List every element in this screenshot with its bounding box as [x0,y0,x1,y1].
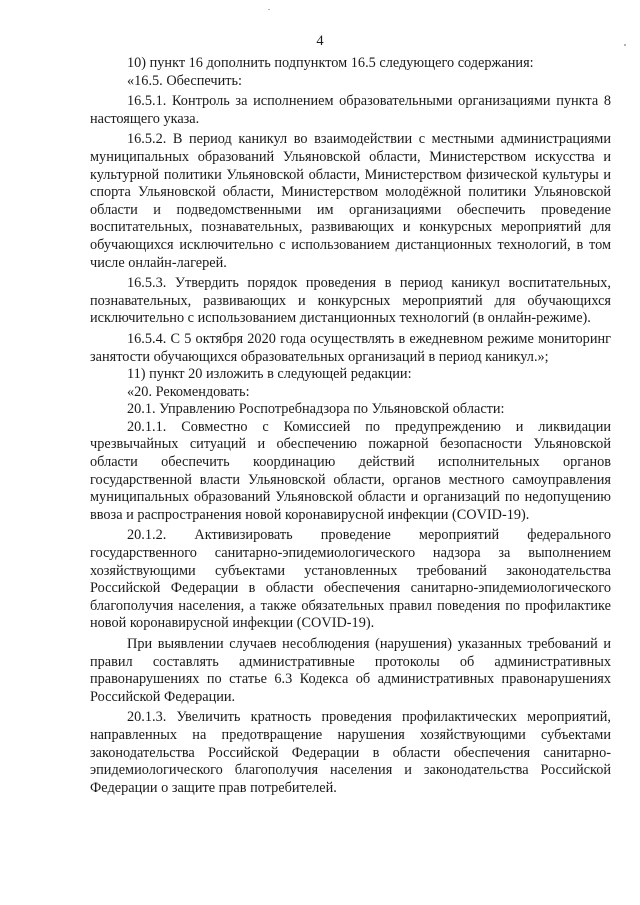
paragraph-16-5-3: 16.5.3. Утвердить порядок проведения в период каникул воспитательных, познавательных, развивающих и конкурсных мероприятий для обучающихся исключительно с использованием дистанционных технологий (в онлайн-режиме). [90,275,611,327]
paragraph-violations: При выявлении случаев несоблюдения (нарушения) указанных требований и правил составлять административные протоколы об административных правонарушениях по статье 6.3 Кодекса об административных правонарушениях Российской Федерации. [90,636,611,705]
paragraph-16-5-1: 16.5.1. Контроль за исполнением образовательными организациями пункта 8 настоящего указа. [90,93,611,127]
page-number: 4 [316,33,324,49]
scan-speck [268,9,270,10]
document-body [90,55,611,797]
paragraph-20-1-1: 20.1.1. Совместно с Комиссией по предупреждению и ликвидации чрезвычайных ситуаций и обеспечению пожарной безопасности Ульяновской области обеспечить координацию действий исполнительных органов государственной власти Ульяновской области, органов местного самоуправления муниципальных образований Ульяновской области и организаций по недопущению ввоза и распространения новой коронавирусной инфекции (COVID-19). [90,418,611,523]
paragraph-item-11: 11) пункт 20 изложить в следующей редакции: [127,366,412,383]
paragraph-20-1: 20.1. Управлению Роспотребнадзора по Ульяновской области: [127,401,505,418]
paragraph-item-10: 10) пункт 16 дополнить подпунктом 16.5 следующего содержания: [127,55,534,71]
scan-speck [624,44,626,46]
paragraph-16-5-heading: «16.5. Обеспечить: [127,72,242,89]
paragraph-20-1-3: 20.1.3. Увеличить кратность проведения профилактических мероприятий, направленных на предотвращение нарушения хозяйствующими субъектами законодательства Российской Федерации в области обеспечения санитарно-эпидемиологического благополучия населения и законодательства Российской Федерации о защите прав потребителей. [90,709,611,796]
paragraph-16-5-4: 16.5.4. С 5 октября 2020 года осуществлять в ежедневном режиме мониторинг занятости обучающихся образовательных организаций в период каникул.»; [90,330,611,365]
paragraph-16-5-2: 16.5.2. В период каникул во взаимодействии с местными администрациями муниципальных образований Ульяновской области, Министерством искусства и культурной политики Ульяновской области, Министерством физической культуры и спорта Ульяновской области, Министерством молодёжной политики Ульяновской области и подведомственными им организациями обеспечить проведение воспитательных, познавательных, развивающих и конкурсных мероприятий для обучающихся исключительно с использованием дистанционных технологий, в том числе онлайн-лагерей. [90,131,611,271]
paragraph-20-1-2: 20.1.2. Активизировать проведение мероприятий федерального государственного санитарно-эпидемиологического надзора за выполнением хозяйствующими субъектами установленных требований законодательства Российской Федерации в области обеспечения санитарно-эпидемиологического благополучия населения, а также обязательных правил поведения по профилактике новой коронавирусной инфекции (COVID-19). [90,527,611,632]
paragraph-20-heading: «20. Рекомендовать: [127,383,250,400]
